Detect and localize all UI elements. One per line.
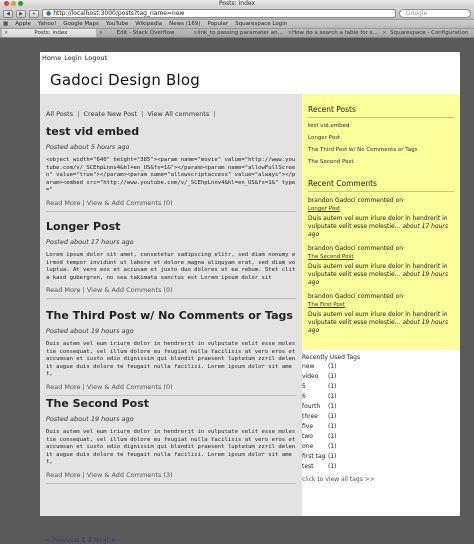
zoom-window-icon[interactable] [18,1,23,6]
bookmark-item[interactable]: Yahoo! [37,21,57,27]
view-comments-link[interactable]: View & Add Comments (0) [86,286,173,294]
tag-name[interactable]: five [302,423,314,430]
comment-time: about 19 hours ago [308,319,448,334]
read-more-link[interactable]: Read More [46,382,81,391]
post-item [46,309,296,396]
recent-tags [302,350,460,483]
comment-post-link[interactable]: Longer Post [308,206,341,212]
tab-label: Edit - Stack Overflow [116,29,175,36]
close-tab-icon[interactable]: × [98,29,103,36]
browser-viewport [0,39,474,544]
comment-author: brandon Gadoci commented on [308,293,404,300]
tag-count: (1) [328,363,337,370]
tag-row[interactable] [302,393,337,403]
post-title[interactable]: The Third Post w/ No Comments or Tags [46,309,293,322]
tag-name[interactable]: 5 [302,383,306,390]
tag-count: (1) [328,463,337,470]
tag-name[interactable]: one [302,443,314,450]
tag-name[interactable]: two [302,433,313,440]
add-bookmark-button[interactable]: + [29,10,39,18]
read-more-link[interactable]: Read More [46,198,81,207]
previous-page-link[interactable]: « Previous [46,536,80,544]
all-posts-link[interactable]: All Posts [46,110,74,118]
tab-label: How do a search a table for s... [291,29,378,36]
tab-label: Posts: index [34,29,68,36]
post-links: Read More | View & Add Comments (3) [46,471,296,484]
all-tags-link[interactable]: click to view all tags >> [302,476,375,483]
recent-box [302,94,460,350]
tag-count: (1) [328,373,337,380]
tab-bar [0,29,474,38]
tag-name[interactable]: 6 [302,393,306,400]
tab-label: link_to passing paramater an... [197,29,283,36]
tag-name[interactable]: first tag [302,453,326,460]
tag-name[interactable]: new [302,363,315,370]
comment-text: Duis autem vel eum iriure dolor in hendrerit in vulputate velit esse molestie... [308,263,448,278]
recent-post-link[interactable]: Longer Post [308,135,341,141]
tab-posts-index[interactable] [2,29,96,37]
post-meta: Posted about 19 hours ago [46,327,134,335]
separator: | [213,110,216,118]
post-item [46,220,296,299]
post-title[interactable]: Longer Post [46,220,121,233]
page-2-link[interactable]: 2 [87,536,92,544]
read-more-link[interactable]: Read More [46,286,81,294]
tab-link-to[interactable] [191,29,285,37]
comment-text: Duis autem vel eum iriure dolor in hendrerit in vulputate velit esse molestie... [308,215,448,230]
tag-name[interactable]: three [302,413,318,420]
recent-comment [308,197,454,239]
comment-time: about 17 hours ago [308,223,448,238]
blog-title: Gadoci Design Blog [50,71,201,89]
comment-author: brandon Gadoci commented on [308,245,404,252]
recent-post-link[interactable]: test vid embed [308,123,350,129]
close-tab-icon[interactable]: × [4,29,9,36]
tag-row[interactable] [302,423,337,433]
view-comments-link[interactable]: View All comments [147,110,210,118]
url-text: http://localhost:3000/posts?tag_name=new [53,10,185,17]
post-item [46,397,296,484]
comment-text: Duis autem vel eum iriure dolor in hendrerit in vulputate velit esse molestie... [308,311,448,326]
close-tab-icon[interactable]: × [287,29,292,36]
create-post-link[interactable]: Create New Post [83,110,137,118]
tag-count: (1) [328,403,337,410]
separator: | [141,110,144,118]
tag-row[interactable] [302,463,337,473]
bookmark-item[interactable]: Wikipedia [135,21,163,27]
tag-row[interactable] [302,363,337,373]
logout-link[interactable]: Logout [84,54,108,62]
close-tab-icon[interactable]: × [382,29,387,36]
tag-count: (1) [328,413,337,420]
bookmarks-bar [0,20,474,29]
post-meta: Posted about 19 hours ago [46,415,134,423]
tags-table [302,363,337,473]
top-navigation [42,54,110,62]
view-comments-link[interactable]: View & Add Comments (0) [86,198,173,207]
browser-toolbar [0,8,474,20]
next-page-link[interactable]: Next » [94,536,116,544]
tag-count: (1) [328,423,337,430]
bookmark-item[interactable]: Google Maps [63,21,99,27]
tag-name[interactable]: fourth [302,403,321,410]
bookmark-item[interactable]: Popular [207,21,229,27]
window-controls [4,1,23,6]
tag-row[interactable] [302,383,337,393]
tag-name[interactable]: test [302,463,314,470]
post-meta: Posted about 17 hours ago [46,238,134,246]
forward-button[interactable]: ▶ [16,10,26,18]
blog-page [40,52,460,544]
tag-row[interactable] [302,433,337,443]
comment-time: about 19 hours ago [308,271,448,286]
tab-stack-overflow[interactable] [97,29,191,37]
comment-post-link[interactable]: The Second Post [308,254,354,260]
pagination [46,536,115,544]
home-link[interactable]: Home [42,54,62,62]
post-item [46,125,296,212]
bookmarks-icon[interactable]: ▦ [3,21,9,27]
bookmark-item[interactable]: YouTube [105,21,129,27]
url-bar[interactable] [42,9,396,18]
tag-row[interactable] [302,453,337,463]
post-links: Read More | View & Add Comments (0) [46,199,296,212]
close-tab-icon[interactable]: × [193,29,198,36]
post-links: Read More | View & Add Comments (0) [46,383,296,396]
back-button[interactable]: ◀ [3,10,13,18]
post-title[interactable]: test vid embed [46,125,140,138]
post-meta: Posted about 5 hours ago [46,143,130,151]
separator: | [77,110,80,118]
minimize-window-icon[interactable] [11,1,16,6]
current-page: 1 [81,536,86,544]
tag-count: (1) [328,443,337,450]
main-content [40,94,302,544]
post-body: Duis autem vel eum iriure dolor in hendrerit in vulputate velit esse molestie consequat, vel illum dolore eu feugiat nulla facilisis at vero eros et accumsan et iusto odio dignissim qui blandit praesent luptatum zzril delenit augue duis dolore te feugait nulla facilisi. Lorem ipsum dolor sit amet, [46,429,296,465]
tag-count: (1) [328,383,337,390]
tag-row[interactable] [302,403,337,413]
search-input[interactable]: Google [399,9,471,18]
tag-row[interactable] [302,413,337,423]
tab-search-table[interactable] [286,29,380,37]
recent-posts-heading: Recent Posts [308,97,454,118]
page-favicon-icon: ● [46,10,52,17]
tags-heading: Recently Used Tags [302,354,361,361]
view-comments-link[interactable]: View & Add Comments (3) [86,470,173,479]
close-window-icon[interactable] [4,1,9,6]
tag-name[interactable]: video [302,373,319,380]
sidebar [302,94,460,483]
login-link[interactable]: Login [64,54,82,62]
post-title[interactable]: The Second Post [46,397,150,410]
view-comments-link[interactable]: View & Add Comments (0) [86,382,173,391]
recent-post-link[interactable]: The Second Post [308,159,354,165]
post-links: Read More | View & Add Comments (0) [46,286,296,299]
comment-post-link[interactable]: The First Post [308,302,345,308]
tab-label: Squarespace - Configuration [390,29,469,36]
tag-count: (1) [328,453,337,460]
tag-count: (1) [328,433,337,440]
bookmark-item[interactable]: Apple [15,21,31,27]
window-title: Posts: index [218,0,256,7]
post-body: Lorem ipsum dolor sit amet, consetetur sadipscing elitr, sed diam nonumy eirmod tempor invidunt ut labore et dolore magna aliquyam erat, sed diam voluptua. At vero eos et accusam et justo duo dolores et ea rebum. Stet clita kasd gubergren, no sea takimata sanctus est Lorem ipsum dolor sit [46,252,296,281]
tab-squarespace[interactable] [380,29,474,37]
post-body: <object width="640" height="385"><param name="movie" value="http://www.youtube.com/v/_SCEhpLnnv4&hl=en_US&fs=1&"></param><param name="allowFullScreen" value="true"></param><param name="allowscriptaccess" value="always"></param><embed src="http://www.youtube.com/v/_SCEhpLnnv4&hl=en_US&fs=1&" type=" [46,157,296,193]
bookmark-item[interactable]: News (169) [169,21,201,27]
tag-count: (1) [328,393,337,400]
bookmark-item[interactable]: Squarespace Login [235,21,288,27]
post-subnav [46,110,218,118]
recent-comments-heading: Recent Comments [308,171,454,192]
comment-author: brandon Gadoci commented on [308,197,404,204]
tag-row[interactable] [302,373,337,383]
window-titlebar [0,0,474,8]
post-body: Duis autem vel eum iriure dolor in hendrerit in vulputate velit esse molestie consequat, vel illum dolore eu feugiat nulla facilisis at vero eros et accumsan et iusto odio dignissim qui blandit praesent luptatum zzril delenit augue duis dolore te feugait nulla facilisi. Lorem ipsum dolor sit amet, [46,341,296,377]
recent-post-link[interactable]: The Third Post w/ No Comments or Tags [308,147,418,153]
recent-comment [308,293,454,335]
read-more-link[interactable]: Read More [46,470,81,479]
tag-row[interactable] [302,443,337,453]
recent-comment [308,245,454,287]
blog-header [40,63,460,93]
